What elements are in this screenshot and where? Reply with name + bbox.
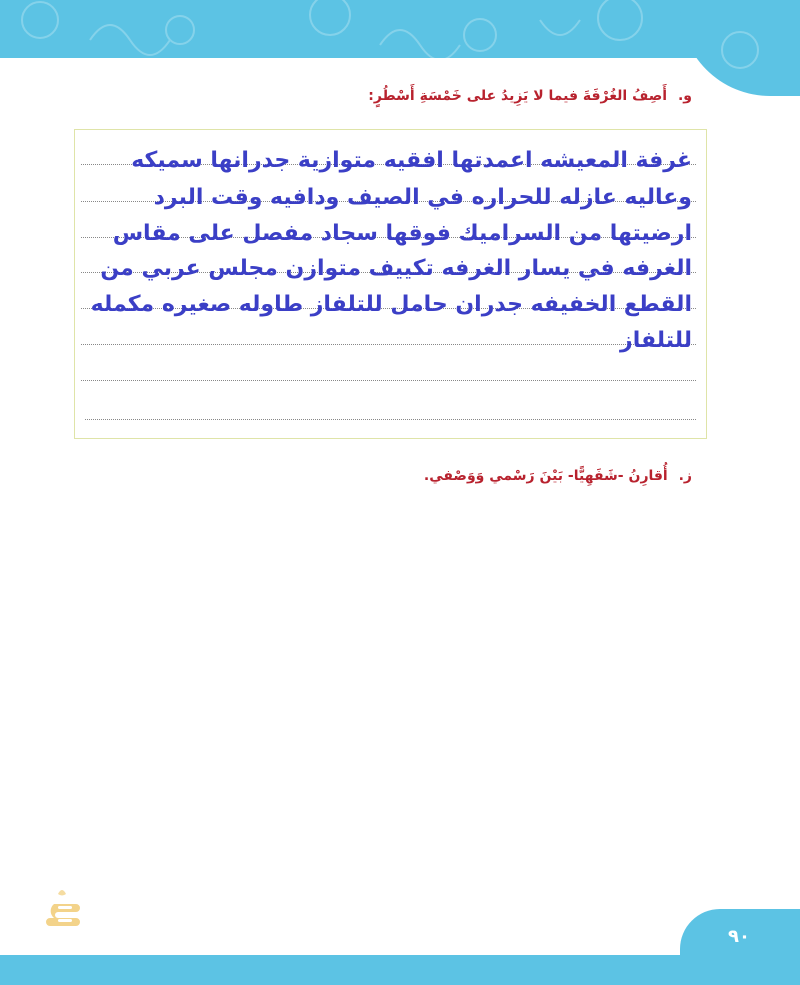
ruled-line: [81, 380, 696, 381]
logo-icon: [44, 884, 84, 932]
question-g-text: أُقارِنُ -شَفَهِيًّا- بَيْنَ رَسْمي وَوَصْفي.: [423, 468, 668, 484]
answer-line-6: للتلفاز: [620, 328, 692, 353]
question-g-number: ز.: [678, 468, 692, 484]
ruled-line: [81, 344, 696, 345]
answer-line-2: وعاليه عازله للحراره في الصيف ودافيه وقت البرد: [153, 185, 692, 210]
page-number: ٩٠: [728, 926, 750, 947]
decorative-pattern: [0, 0, 800, 96]
bottom-banner: [0, 955, 800, 985]
question-f-number: و.: [677, 88, 692, 104]
ruled-line: [85, 419, 696, 420]
answer-line-4: الغرفه في يسار الغرفه تكييف متوازن مجلس عربي من: [100, 256, 692, 281]
answer-line-3: ارضيتها من السراميك فوقها سجاد مفصل على مقاس: [112, 221, 692, 246]
answer-box[interactable]: [74, 129, 707, 439]
question-g: [424, 468, 692, 484]
answer-line-1: غرفة المعيشه اعمدتها افقيه متوازية جدرانها سميكه: [131, 148, 692, 173]
answer-line-5: القطع الخفيفه جدران حامل للتلفاز طاوله صغيره مكمله: [90, 292, 692, 317]
question-f-text: أَصِفُ الغُرْفَةَ فيما لا يَزِيدُ على خَمْسَةِ أَسْطُرٍ:: [368, 88, 668, 104]
question-f: [368, 88, 692, 104]
